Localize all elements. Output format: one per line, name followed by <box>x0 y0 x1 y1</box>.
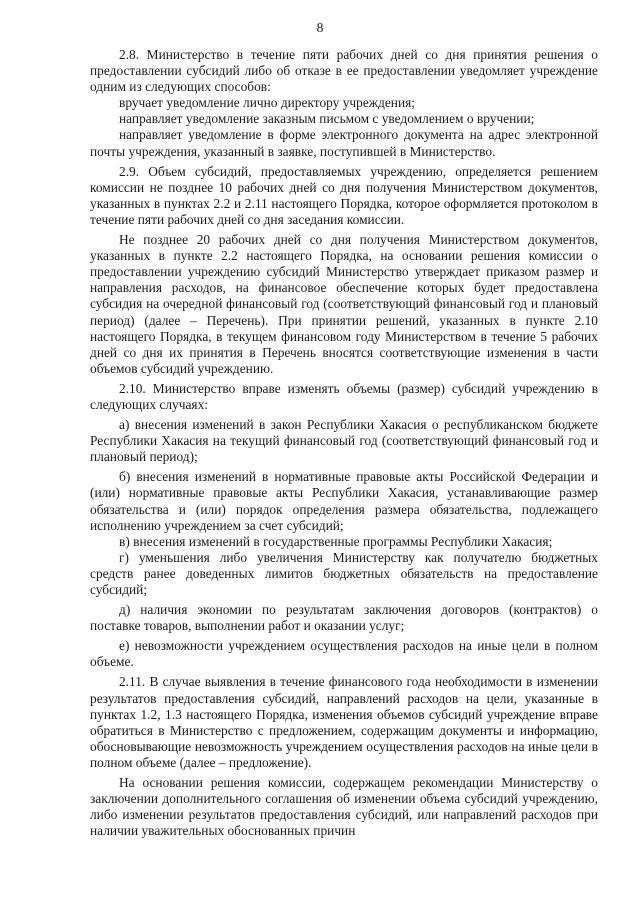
paragraph-2-11: 2.11. В случае выявления в течение финансового года необходимости в изменении результатов предоставления субсидий, направлений расходов на цели, указанные в пунктах 1.2, 1.3 настоящего Порядка, изменения объемов субсидий учреждение вправе обратиться в Министерство с предложением, содержащим документы и информацию, обосновывающие невозможность учреждением осуществления расходов на иные цели в полном объеме (далее – предложение). <box>90 674 598 770</box>
paragraph-2-10: 2.10. Министерство вправе изменять объемы (размер) субсидий учреждению в следующих случаях: <box>90 380 598 412</box>
document-body <box>90 47 598 839</box>
list-item-e: е) невозможности учреждением осуществления расходов на иные цели в полном объеме. <box>90 638 598 670</box>
paragraph-commission-decision: На основании решения комиссии, содержащем рекомендации Министерству о заключении дополнительного соглашения об изменении объема субсидий учреждению, либо изменении результатов предоставления субсидий, или направлений расходов при наличии уважительных обоснованных причин <box>90 775 598 839</box>
list-item-g: г) уменьшения либо увеличения Министерству как получателю бюджетных средств ранее доведенных лимитов бюджетных обязательств на предоставление субсидий; <box>90 549 598 597</box>
list-item-a: а) внесения изменений в закон Республики Хакасия о республиканском бюджете Республики Хакасия на текущий финансовый год (соответствующий финансовый год и плановый период); <box>90 417 598 465</box>
paragraph-perechen: Не позднее 20 рабочих дней со дня получения Министерством документов, указанных в пункте 2.2 настоящего Порядка, на основании решения комиссии о предоставлении учреждению субсидий Министерство утверждает приказом размер и направления расходов, на финансовое обеспечение которых будет предоставлена субсидия на очередной финансовый год (соответствующий финансовый год и плановый период) (далее – Перечень). При принятии решений, указанных в пункте 2.10 настоящего Порядка, в текущем финансовом году Министерством в течение 5 рабочих дней со дня их принятия в Перечень вносятся соответствующие изменения в части объемов субсидий учреждению. <box>90 232 598 376</box>
list-item-electronic: направляет уведомление в форме электронного документа на адрес электронной почты учреждения, указанный в заявке, поступившей в Министерство. <box>90 127 598 159</box>
list-item-b: б) внесения изменений в нормативные правовые акты Российской Федерации и (или) нормативные правовые акты Республики Хакасия, устанавливающие размер обязательства и (или) порядок определения размера обязательства, подлежащего исполнению учреждением за счет субсидий; <box>90 469 598 533</box>
paragraph-2-8: 2.8. Министерство в течение пяти рабочих дней со дня принятия решения о предоставлении субсидий либо об отказе в ее предоставлении уведомляет учреждение одним из следующих способов: <box>90 47 598 95</box>
paragraph-2-9: 2.9. Объем субсидий, предоставляемых учреждению, определяется решением комиссии не позднее 10 рабочих дней со дня получения Министерством документов, указанных в пунктах 2.2 и 2.11 настоящего Порядка, которое оформляется протоколом в течение пяти рабочих дней со дня заседания комиссии. <box>90 163 598 227</box>
list-item-hand-delivery: вручает уведомление лично директору учреждения; <box>119 95 415 111</box>
page-number: 8 <box>316 20 324 35</box>
list-item-d: д) наличия экономии по результатам заключения договоров (контрактов) о поставке товаров, выполнении работ и оказании услуг; <box>90 602 598 634</box>
list-item-v: в) внесения изменений в государственные программы Республики Хакасия; <box>119 533 553 549</box>
list-item-registered-mail: направляет уведомление заказным письмом с уведомлением о вручении; <box>119 111 535 127</box>
